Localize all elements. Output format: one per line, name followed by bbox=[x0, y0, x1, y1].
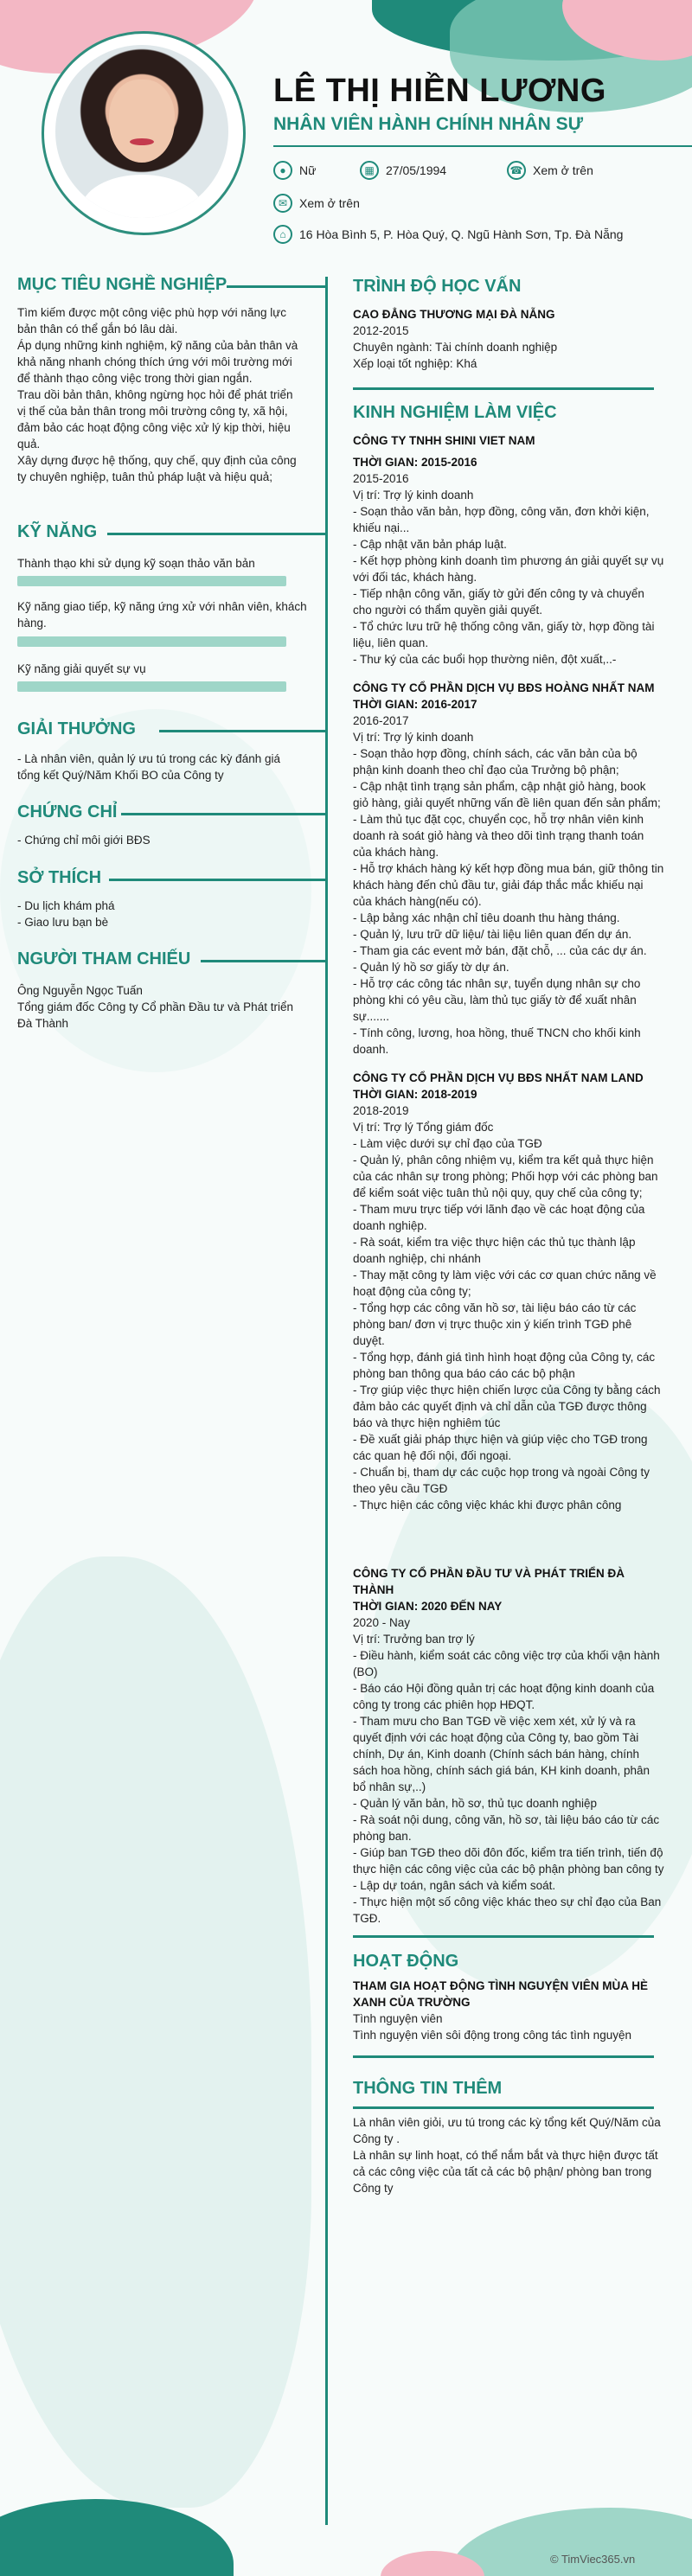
awards-text: - Là nhân viên, quản lý ưu tú trong các kỳ đánh giá tổng kết Quý/Năm Khối BO của Công ty bbox=[17, 752, 280, 782]
section-title-references: NGƯỜI THAM CHIẾU bbox=[17, 949, 191, 968]
section-line bbox=[121, 813, 325, 815]
address-value: 16 Hòa Bình 5, P. Hòa Quý, Q. Ngũ Hành Sơn, Tp. Đà Nẵng bbox=[299, 227, 624, 241]
skill-level-bar bbox=[17, 636, 286, 647]
section-title-skills: KỸ NĂNG bbox=[17, 522, 98, 541]
section-line bbox=[353, 387, 654, 390]
section-line bbox=[109, 879, 325, 881]
section-title-education: TRÌNH ĐỘ HỌC VẤN bbox=[353, 277, 522, 296]
section-title-hobbies: SỞ THÍCH bbox=[17, 868, 102, 887]
hobbies-text: - Du lịch khám phá - Giao lưu bạn bè bbox=[17, 899, 115, 929]
gender-value: Nữ bbox=[299, 163, 317, 177]
gender-info bbox=[273, 161, 316, 180]
dob-info bbox=[360, 161, 446, 180]
section-line bbox=[227, 285, 325, 288]
references-text: Ông Nguyễn Ngọc Tuấn Tổng giám đốc Công ty Cổ phần Đầu tư và Phát triển Đà Thành bbox=[17, 984, 293, 1030]
skill-label: Kỹ năng giao tiếp, kỹ năng ứng xử với nhân viên, khách hàng. bbox=[17, 600, 307, 630]
pale-blob-decoration bbox=[0, 1556, 311, 2508]
candidate-name: LÊ THỊ HIỀN LƯƠNG bbox=[273, 73, 606, 109]
address-info bbox=[273, 225, 623, 244]
skill-label: Thành thạo khi sử dụng kỹ soạn thảo văn bản bbox=[17, 557, 255, 570]
skill-level-bar bbox=[17, 681, 286, 692]
section-line bbox=[159, 730, 325, 732]
section-title-awards: GIẢI THƯỞNG bbox=[17, 719, 136, 738]
column-divider bbox=[325, 277, 328, 2525]
skill-label: Kỹ năng giải quyết sự vụ bbox=[17, 662, 146, 675]
avatar bbox=[55, 45, 228, 218]
job-title: NHÂN VIÊN HÀNH CHÍNH NHÂN SỰ bbox=[273, 114, 584, 134]
experience-list: CÔNG TY TNHH SHINI VIET NAM THỜI GIAN: 2015-2016 2015-2016 Vị trí: Trợ lý kinh doanh - Soạn thảo văn bản, hợp đồng, công văn, đơn khởi kiện, khiếu nại... - Cập nhật văn bản pháp luật. - Kết hợp phòng kinh doanh tìm phương án giải quyết sự vụ với đối tác, khách hàng. - Tiếp nhận công văn, giấy tờ gửi đến công ty và chuyển cho người có thẩm quyền giải quyết. - Tổ chức lưu trữ hệ thống công văn, giấy tờ, hợp đồng tài liệu, liên quan. - Thư ký của các buổi họp thường niên, đột xuất,..- CÔNG TY CỔ PHẦN DỊCH VỤ BĐS HOÀNG NHẤT NAM THỜI GIAN: 2016-2017 2016-2017 Vị trí: Trợ lý kinh doanh - Soạn thảo hợp đồng, chính sách, các văn bản của bộ phận kinh doanh theo chỉ đạo của Trưởng bộ phận; - Cập nhật tình trạng sản phẩm, cập nhật giỏ hàng, book giỏ hàng, giải quyết những vấn đề liên quan đến sản phẩm; - Làm thủ tục đặt cọc, chuyển cọc, hỗ trợ nhân viên kinh doanh rà soát giỏ hàng và theo dõi tình trạng thanh toán của khách hàng. - Hỗ trợ khách hàng ký kết hợp đồng mua bán, giữ thông tin khách hàng đến chủ đầu tư, giải đáp thắc mắc khiếu nại của khách hàng(nếu có). - Lập bảng xác nhận chỉ tiêu doanh thu hàng tháng. - Quản lý, lưu trữ dữ liệu/ tài liệu liên quan đến dự án. - Tham gia các event mở bán, đặt chỗ, ... của các dự án. - Quản lý hồ sơ giấy tờ dự án. - Hỗ trợ các công tác nhân sự, tuyển dụng nhân sự cho phòng khi có yêu cầu, làm thủ tục giấy tờ để xuất nhân sự....... - Tính công, lương, hoa hồng, thuế TNCN cho khối kinh doanh. CÔNG TY CỔ PHẦN DỊCH VỤ BĐS NHẤT NAM LAND THỜI GIAN: 2018-2019 2018-2019 Vị trí: Trợ lý Tổng giám đốc - Làm việc dưới sự chỉ đạo của TGĐ - Quản lý, phân công nhiệm vụ, kiểm tra kết quả thực hiện của các nhân sự trong phòng; Phối hợp với các phòng ban để kiểm soát việc tuân thủ nội quy, quy chế của công ty; - Tham mưu trực tiếp với lãnh đạo về các hoạt động của doanh nghiệp. - Rà soát, kiểm tra việc thực hiện các thủ tục thành lập doanh nghiệp, chi nhánh - Thay mặt công ty làm việc với các cơ quan chức năng về hoạt động của công ty; - Tổng hợp các công văn hồ sơ, tài liệu báo cáo từ các phòng ban/ đơn vị trực thuộc xin ý kiến trình TGĐ phê duyệt. - Tổng hợp, đánh giá tình hình hoạt động của Công ty, các phòng ban thông qua báo cáo các bộ phận - Trợ giúp việc thực hiện chiến lược của Công ty bằng cách đảm bảo các quyết định và chỉ dẫn của TGĐ được thông báo và thực hiện nghiêm túc - Đề xuất giải pháp thực hiện và giúp việc cho TGĐ trong các quan hệ đối nội, đối ngoại. - Chuẩn bị, tham dự các cuộc họp trong và ngoài Công ty theo yêu cầu TGĐ - Thực hiện các công việc khác khi được phân công CÔNG TY CỔ PHẦN ĐẦU TƯ VÀ PHÁT TRIỂN ĐÀ THÀNH THỜI GIAN: 2020 ĐẾN NAY 2020 - Nay Vị trí: Trưởng ban trợ lý - Điều hành, kiểm soát các công việc trợ của khối vận hành (BO) - Báo cáo Hội đồng quản trị các hoạt động kinh doanh của công ty trong các phiên họp HĐQT. - Tham mưu cho Ban TGĐ về việc xem xét, xử lý và ra quyết định với các hoạt động của Công ty, bao gồm Tài chính, Dự án, Kinh doanh (Chính sách bán hàng, chính sách hoa hồng, chính sách giá bán, KH kinh doanh, phân bổ nhân sự,..) - Quản lý văn bản, hồ sơ, thủ tục doanh nghiệp - Rà soát nội dung, công văn, hồ sơ, tài liệu báo cáo từ các phòng ban. - Giúp ban TGĐ theo dõi đôn đốc, kiểm tra tiến trình, tiến độ thực hiện các công việc của các bộ phận phòng ban công ty - Lập dự toán, ngân sách và kiểm soát. - Thực hiện một số công việc khác theo sự chỉ đạo của Ban TGĐ. HOẠT ĐỘNG THAM GIA HOẠT ĐỘNG TÌNH NGUYỆN VIÊN MÙA HÈ XANH CỦA TRƯỜNG Tình nguyện viên Tình nguyện viên sôi động trong công tác tình nguyện THÔNG TIN THÊM Là nhân viên giỏi, ưu tú trong các kỳ tổng kết Quý/Năm của Công ty . Là nhân sự linh hoạt, có thể nắm bắt và thực hiện được tất cả các công việc của tất cả các bộ phận/ phòng ban trong Công ty bbox=[353, 434, 664, 2195]
objective-text: Tìm kiếm được một công việc phù hợp với năng lực bản thân có thể gắn bó lâu dài. Áp dụng những kinh nghiệm, kỹ năng của bản thân và khả năng nhanh chóng thích ứng với môi trường mới để thành thạo công việc trong thời gian ngắn. Trau dồi bản thân, không ngừng học hỏi để phát triển vị thế của bản thân trong môi trường công ty, xã hội, đảm bảo các hoạt động công việc xử lý kịp thời, hiệu quả. Xây dựng được hệ thống, quy chế, quy định của công ty chuyên nghiệp, tuân thủ pháp luật và hiệu quả; bbox=[17, 306, 298, 483]
section-title-objective: MỤC TIÊU NGHỀ NGHIỆP bbox=[17, 275, 227, 294]
divider bbox=[273, 145, 692, 147]
section-title-certificates: CHỨNG CHỈ bbox=[17, 802, 118, 821]
section-line bbox=[201, 960, 325, 962]
education-text: CAO ĐẲNG THƯƠNG MẠI ĐÀ NẴNG 2012-2015 Chuyên ngành: Tài chính doanh nghiệp Xếp loại tốt nghiệp: Khá bbox=[353, 308, 558, 370]
phone-icon: ☎ bbox=[507, 161, 526, 180]
email-info bbox=[273, 194, 360, 213]
email-icon: ✉ bbox=[273, 194, 292, 213]
home-icon: ⌂ bbox=[273, 225, 292, 244]
watermark-text: © TimViec365.vn bbox=[550, 2553, 636, 2566]
dob-value: 27/05/1994 bbox=[386, 163, 447, 177]
location-value: Xem ở trên bbox=[533, 163, 593, 177]
person-icon: ● bbox=[273, 161, 292, 180]
skill-level-bar bbox=[17, 576, 286, 586]
calendar-icon: ▦ bbox=[360, 161, 379, 180]
mint-wave-decoration bbox=[450, 2508, 692, 2576]
section-title-experience: KINH NGHIỆM LÀM VIỆC bbox=[353, 403, 557, 422]
certs-text: - Chứng chỉ môi giới BĐS bbox=[17, 834, 151, 847]
location-info bbox=[507, 161, 593, 180]
teal-wave-decoration bbox=[0, 2499, 234, 2576]
section-line bbox=[107, 533, 325, 535]
email-value: Xem ở trên bbox=[299, 196, 360, 210]
